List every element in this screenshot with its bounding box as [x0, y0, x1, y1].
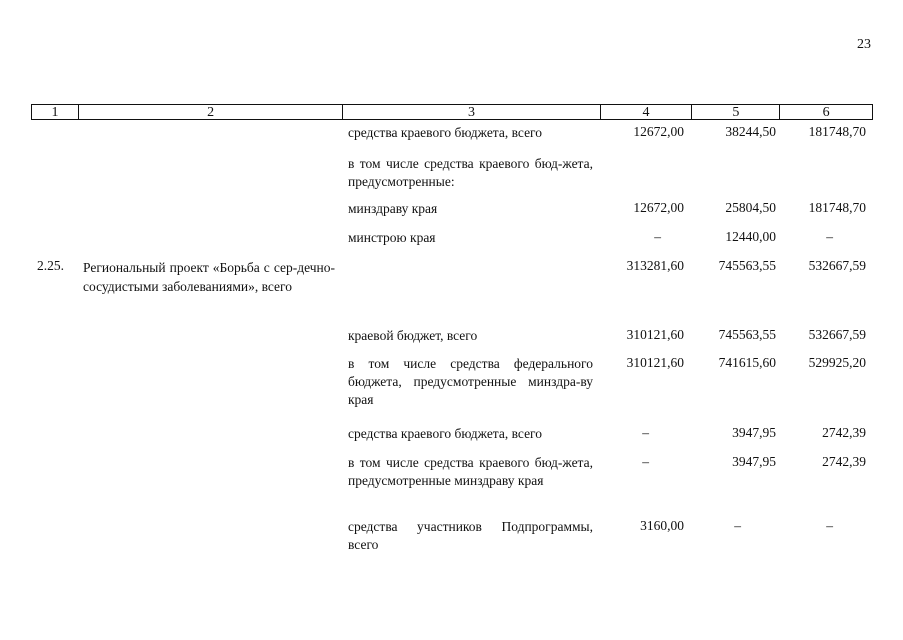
row-description: средства участников Подпрограммы, всего: [348, 519, 593, 552]
row-value-col5: 741615,60: [718, 355, 776, 370]
page-number: 23: [857, 37, 871, 52]
row-value-col6: –: [826, 229, 833, 244]
row-value-col6: 529925,20: [808, 355, 866, 370]
row-value-col5: 12440,00: [725, 229, 776, 244]
row-description: минстрою края: [348, 230, 436, 245]
row-description: минздраву края: [348, 201, 438, 216]
row-value-col4: 12672,00: [633, 124, 684, 139]
row-value-col6: 181748,70: [808, 200, 866, 215]
row-value-col5: 3947,95: [732, 425, 776, 440]
header-col-2: 2: [79, 105, 343, 119]
row-value-col6: 2742,39: [822, 454, 866, 469]
row-value-col5: 38244,50: [725, 124, 776, 139]
header-col-6: 6: [822, 105, 830, 120]
row-value-col5: –: [734, 518, 741, 533]
row-value-col6: –: [826, 518, 833, 533]
row-value-col6: 532667,59: [808, 327, 866, 342]
row-value-col6: 2742,39: [822, 425, 866, 440]
row-value-col5: 745563,55: [718, 327, 776, 342]
header-col-4: 4: [601, 105, 693, 119]
header-col-5: 5: [692, 105, 780, 119]
row-description: средства краевого бюджета, всего: [348, 426, 543, 441]
row-value-col4: 12672,00: [633, 200, 684, 215]
row-description: в том числе средства краевого бюд-жета, предусмотренные:: [348, 156, 593, 189]
header-col-3: 3: [343, 105, 600, 119]
header-col-1: 1: [32, 105, 79, 119]
row-value-col4: 313281,60: [626, 258, 684, 273]
row-value-col5: 25804,50: [725, 200, 776, 215]
row-value-col4: –: [654, 229, 661, 244]
row-value-col4: 310121,60: [626, 327, 684, 342]
row-value-col5: 745563,55: [718, 258, 776, 273]
table-header: [31, 104, 873, 120]
row-value-col5: 3947,95: [732, 454, 776, 469]
row-value-col6: 181748,70: [808, 124, 866, 139]
row-number: 2.25.: [37, 258, 64, 273]
row-title: Региональный проект «Борьба с сер-дечно-сосудистыми заболеваниями», всего: [83, 260, 335, 294]
row-description: в том числе средства краевого бюд-жета, предусмотренные минздраву края: [348, 455, 593, 488]
row-description: краевой бюджет, всего: [348, 328, 478, 343]
row-value-col4: –: [642, 425, 649, 440]
row-value-col6: 532667,59: [808, 258, 866, 273]
row-description: в том числе средства федерального бюджета, предусмотренные минздра-ву края: [348, 356, 593, 407]
row-description: средства краевого бюджета, всего: [348, 125, 543, 140]
row-value-col4: 310121,60: [626, 355, 684, 370]
row-value-col4: 3160,00: [640, 518, 684, 533]
row-value-col4: –: [642, 454, 649, 469]
